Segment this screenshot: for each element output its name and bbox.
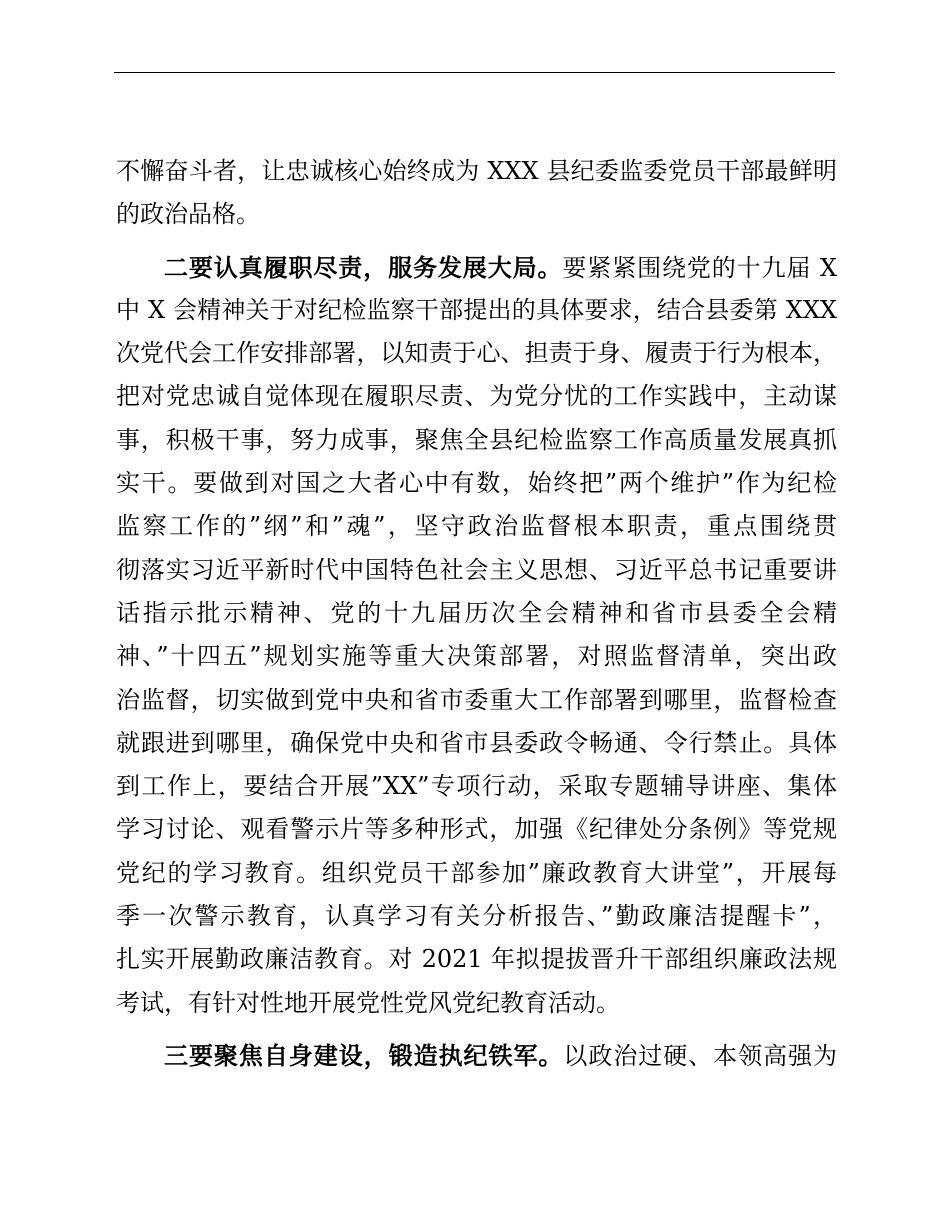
- paragraph-line: 治监督，切实做到党中央和省市委重大工作部署到哪里，监督检查: [116, 685, 837, 714]
- paragraph-first-line: [116, 1034, 837, 1077]
- paragraph-line: 季一次警示教育，认真学习有关分析报告、”勤政廉洁提醒卡”，: [116, 902, 837, 931]
- paragraph-gap: [116, 1025, 837, 1034]
- paragraph-lead-heading: 三要聚焦自身建设，锻造执纪铁军。: [164, 1040, 564, 1070]
- paragraph-1: [116, 150, 837, 237]
- paragraph-lead-heading: 二要认真履职尽责，服务发展大局。: [164, 252, 563, 282]
- paragraph-line: 学习讨论、观看警示片等多种形式，加强《纪律处分条例》等党规: [116, 815, 837, 844]
- paragraph-line: 把对党忠诚自觉体现在履职尽责、为党分忧的工作实践中，主动谋: [116, 382, 837, 411]
- paragraph-line: 党纪的学习教育。组织党员干部参加”廉政教育大讲堂”，开展每: [116, 858, 837, 887]
- paragraph-line: 中 X 会精神关于对纪检监察干部提出的具体要求，结合县委第 XXX: [116, 295, 837, 324]
- paragraph-line: 的政治品格。: [116, 200, 260, 229]
- paragraph-line-rest: 要紧紧围绕党的十九届 X: [562, 253, 837, 282]
- body-text: [116, 150, 837, 1077]
- paragraph-line: 不懈奋斗者，让忠诚核心始终成为 XXX 县纪委监委党员干部最鲜明: [116, 157, 837, 185]
- paragraph-line: 话指示批示精神、党的十九届历次全会精神和省市县委全会精: [116, 598, 837, 627]
- paragraph-first-line: [116, 246, 837, 289]
- paragraph-line: 考试，有针对性地开展党性党风党纪教育活动。: [116, 988, 620, 1017]
- paragraph-line: 就跟进到哪里，确保党中央和省市县委政令畅通、令行禁止。具体: [116, 728, 837, 757]
- paragraph-line: 扎实开展勤政廉洁教育。对 2021 年拟提拔晋升干部组织廉政法规: [116, 945, 837, 974]
- paragraph-3: [116, 1034, 837, 1077]
- header-rule: [114, 72, 835, 73]
- paragraph-line: 次党代会工作安排部署，以知责于心、担责于身、履责于行为根本，: [116, 339, 837, 368]
- paragraph-line: 实干。要做到对国之大者心中有数，始终把”两个维护”作为纪检: [116, 469, 837, 498]
- paragraph-gap: [116, 237, 837, 246]
- paragraph-line: 到工作上，要结合开展”XX”专项行动，采取专题辅导讲座、集体: [116, 772, 837, 801]
- paragraph-line-rest: 以政治过硬、本领高强为: [563, 1041, 838, 1070]
- paragraph-line: 神、”十四五”规划实施等重大决策部署，对照监督清单，突出政: [116, 642, 837, 671]
- paragraph-line: 事，积极干事，努力成事，聚焦全县纪检监察工作高质量发展真抓: [116, 425, 837, 454]
- paragraph-line: 彻落实习近平新时代中国特色社会主义思想、习近平总书记重要讲: [116, 555, 837, 584]
- paragraph-line: 监察工作的”纲”和”魂”，坚守政治监督根本职责，重点围绕贯: [116, 512, 837, 541]
- paragraph-2: [116, 246, 837, 1025]
